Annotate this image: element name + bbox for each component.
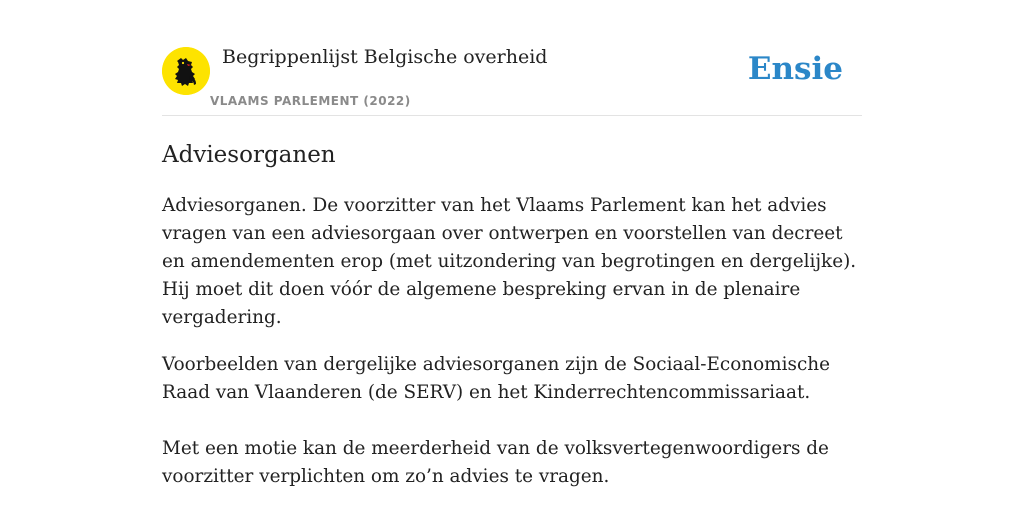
brand-logo-link[interactable]: Ensie <box>747 51 843 87</box>
term-title: Adviesorganen <box>162 142 336 168</box>
source-title[interactable]: Begrippenlijst Belgische overheid <box>222 46 548 68</box>
source-subtitle: VLAAMS PARLEMENT (2022) <box>210 94 411 108</box>
flemish-lion-icon <box>162 47 210 95</box>
source-header <box>162 40 862 116</box>
entry-card <box>162 40 862 491</box>
definition-paragraph: Adviesorganen. De voorzitter van het Vlaams Parlement kan het advies vragen van een adviesorgaan over ontwerpen en voorstellen van decreet en amendementen erop (met uitzondering van begrotingen en dergelijke). Hij moet dit doen vóór de algemene bespreking ervan in de plenaire vergadering. <box>162 195 857 328</box>
definition-paragraph: Met een motie kan de meerderheid van de volksvertegenwoordigers de voorzitter verplichten om zo’n advies te vragen. <box>162 438 829 487</box>
definition-paragraph: Voorbeelden van dergelijke adviesorganen zijn de Sociaal-Economische Raad van Vlaanderen (de SERV) en het Kinderrechtencommissariaat. <box>162 354 830 403</box>
